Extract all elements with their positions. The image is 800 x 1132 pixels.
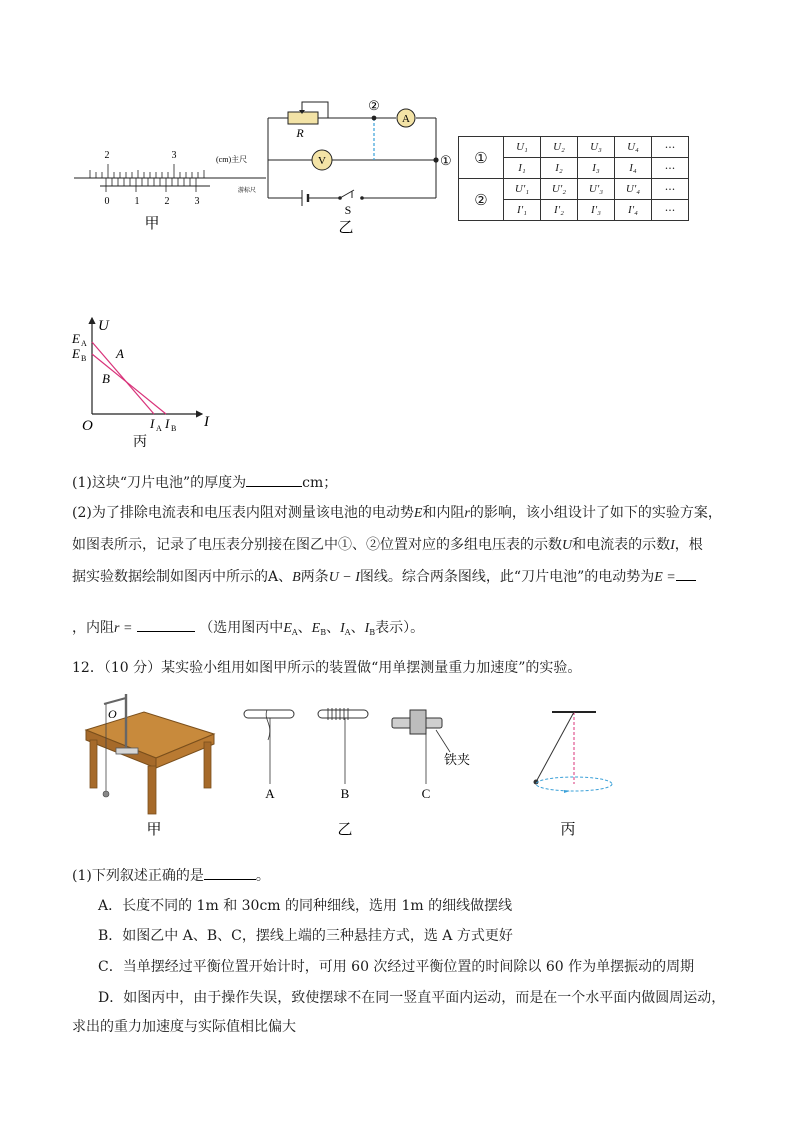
table-cell: U₂: [541, 137, 578, 158]
row-label-1: ①: [459, 137, 504, 179]
eb-sub: B: [81, 354, 87, 363]
main-tick-3: 3: [171, 150, 177, 161]
vernier-caliper-figure: [70, 140, 270, 230]
caption-jia-top: 甲: [144, 216, 160, 230]
pivot-o-label: O: [108, 707, 117, 721]
u-i-graph: [68, 312, 228, 452]
ammeter-label: A: [402, 113, 410, 125]
caption-bing-graph: 丙: [133, 435, 147, 450]
q11-part2-line1: (2)为了排除电流表和电压表内阻对测量该电池的电动势E和内阻r的影响，该小组设计了如下的实验方案，: [72, 505, 722, 521]
option-b[interactable]: B．如图乙中 A、B、C，摆线上端的三种悬挂方式，选 A 方式更好: [98, 928, 513, 944]
voltmeter-label: V: [318, 155, 326, 167]
caption-jia: 甲: [146, 822, 162, 838]
position-1-label: ①: [440, 153, 452, 168]
table-cell: I′₃: [578, 200, 615, 221]
u-axis-label: U: [98, 318, 109, 334]
table-row: [459, 179, 689, 200]
main-tick-2: 2: [104, 150, 110, 161]
conical-pendulum-figure: [520, 704, 620, 840]
eb-label: E: [72, 346, 80, 361]
ib-label: I: [165, 416, 170, 431]
row-label-2: ②: [459, 179, 504, 221]
table-cell: U′₄: [615, 179, 652, 200]
caption-yi-top: 乙: [338, 220, 354, 236]
answer-blank-resistance[interactable]: [137, 617, 195, 632]
answer-blank-emf[interactable]: [676, 566, 696, 581]
vernier-tick-1: 1: [134, 196, 140, 207]
q11-part2-line3: 据实验数据绘制如图丙中所示的A、B两条U − I图线。综合两条图线，此“刀片电池”的电动势为E =: [72, 566, 696, 588]
option-c[interactable]: C．当单摆经过平衡位置开始计时，可用 60 次经过平衡位置的时间除以 60 作为单摆振动的周期: [98, 959, 695, 975]
answer-blank-q12-1[interactable]: [204, 865, 256, 880]
q11-part2-line2: 如图表所示，记录了电压表分别接在图乙中①、②位置对应的多组电压表的示数U和电流表的示数I，根: [72, 537, 703, 553]
switch-label: S: [344, 203, 352, 217]
measurement-table: [458, 136, 689, 221]
pendulum-apparatus-figure: [80, 688, 220, 838]
table-cell: I′₂: [541, 200, 578, 221]
origin-label: O: [82, 418, 93, 434]
line-b-label: B: [102, 371, 110, 386]
vernier-tick-3: 3: [194, 196, 200, 207]
table-cell: U₁: [504, 137, 541, 158]
table-cell: I₄: [615, 158, 652, 179]
resistor-label: R: [296, 126, 304, 140]
q11-part1: (1)这块“刀片电池”的厚度为 cm；: [72, 472, 337, 493]
ea-sub: A: [81, 339, 87, 348]
option-a[interactable]: A．长度不同的 1m 和 30cm 的同种细线，选用 1m 的细线做摆线: [98, 898, 513, 914]
main-scale-label: (cm)主尺: [216, 155, 248, 164]
q11-part2-line4: ，内阻r = （选用图丙中$E_A$、$E_B$、$I_A$、$I_B$表示）。: [72, 617, 424, 643]
method-a-label: A: [265, 786, 275, 801]
table-cell: ···: [652, 179, 689, 200]
table-cell: I₂: [541, 158, 578, 179]
option-d[interactable]: D．如图丙中，由于操作失误，致使摆球不在同一竖直平面内运动，而是在一个水平面内做圆周运动，: [98, 990, 726, 1006]
answer-blank-thickness[interactable]: [246, 472, 302, 487]
caption-bing: 丙: [560, 822, 576, 838]
method-c-label: C: [421, 786, 431, 801]
ia-label: I: [150, 416, 155, 431]
table-cell: I₁: [504, 158, 541, 179]
vernier-tick-0: 0: [104, 196, 110, 207]
vernier-tick-2: 2: [164, 196, 170, 207]
table-cell: ···: [652, 137, 689, 158]
table-cell: U₃: [578, 137, 615, 158]
table-cell: I₃: [578, 158, 615, 179]
table-cell: U′₃: [578, 179, 615, 200]
table-cell: U′₂: [541, 179, 578, 200]
iron-clip-label: 铁夹: [444, 752, 471, 767]
line-a-label: A: [116, 346, 124, 361]
table-cell: U′₁: [504, 179, 541, 200]
ea-label: E: [72, 331, 80, 346]
ib-sub: B: [171, 424, 177, 433]
table-cell: U₄: [615, 137, 652, 158]
table-cell: I′₄: [615, 200, 652, 221]
position-2-label: ②: [368, 98, 380, 113]
q12-part1: (1)下列叙述正确的是 。: [72, 865, 270, 886]
table-row: [459, 137, 689, 158]
table-cell: I′₁: [504, 200, 541, 221]
i-axis-label: I: [204, 414, 209, 430]
method-b-label: B: [340, 786, 350, 801]
table-cell: ···: [652, 200, 689, 221]
q12-title: 12．（10 分）某实验小组用如图甲所示的装置做“用单摆测量重力加速度”的实验。: [72, 660, 582, 676]
suspension-methods-figure: [240, 700, 480, 840]
circuit-figure: [262, 92, 462, 240]
vernier-scale-label: 游标尺: [238, 188, 257, 194]
option-d-continued: 求出的重力加速度与实际值相比偏大: [72, 1019, 296, 1035]
caption-yi: 乙: [337, 822, 353, 838]
ia-sub: A: [156, 424, 162, 433]
table-cell: ···: [652, 158, 689, 179]
